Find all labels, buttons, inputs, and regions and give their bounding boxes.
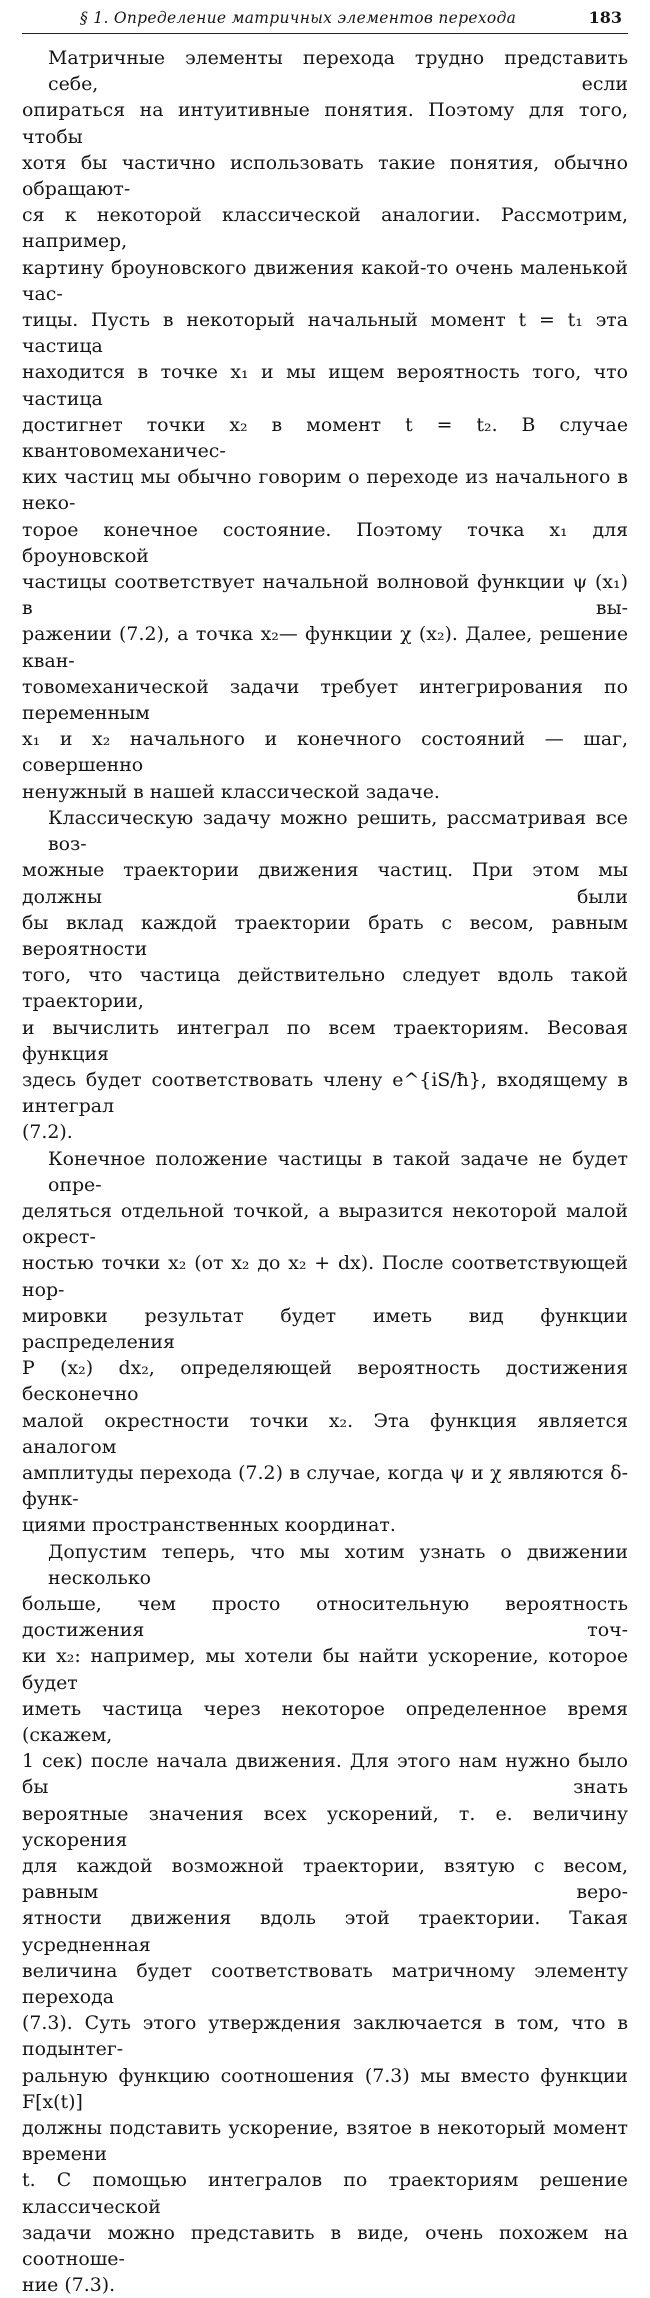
text-line: задачи можно представить в виде, очень похожем на соотноше- — [22, 2221, 628, 2271]
text-line: тицы. Пусть в некоторый начальный момент t = t₁ эта частица — [22, 309, 628, 358]
paragraph-2 — [22, 805, 628, 1146]
text-line: t. С помощью интегралов по траекториям решение классической — [22, 2169, 628, 2218]
text-line: и вычислить интеграл по всем траекториям. Весовая функция — [22, 1016, 628, 1065]
text-line: здесь будет соответствовать члену e^{iS/ħ}, входящему в интеграл — [22, 1068, 628, 1118]
text-line: величина будет соответствовать матричному элементу перехода — [22, 1959, 628, 2009]
text-line: 1 сек) после начала движения. Для этого нам нужно было бы знать — [22, 1750, 628, 1799]
text-line: должны подставить ускорение, взятое в некоторый момент времени — [22, 2117, 628, 2166]
text-line: картину броуновского движения какой-то очень маленькой час- — [22, 256, 628, 305]
text-line: Конечное положение частицы в такой задаче не будет опре- — [48, 1147, 628, 1196]
text-line: ральную функцию соотношения (7.3) мы вместо функции F[x(t)] — [22, 2064, 628, 2113]
text-line: вероятные значения всех ускорений, т. е. величину ускорения — [22, 1802, 628, 1851]
text-line: ких частиц мы обычно говорим о переходе из начального в неко- — [22, 466, 628, 515]
text-line: амплитуды перехода (7.2) в случае, когда ψ и χ являются δ-функ- — [22, 1461, 628, 1511]
paragraph-4 — [22, 1539, 628, 2298]
text-line: для каждой возможной траектории, взятую с весом, равным веро- — [22, 1855, 628, 1904]
text-line: торое конечное состояние. Поэтому точка x₁ для броуновской — [22, 518, 628, 567]
text-line: ражении (7.2), а точка x₂— функции χ (x₂). Далее, решение кван- — [22, 623, 628, 672]
text-line: (7.3). Суть этого утверждения заключается в том, что в подынтег- — [22, 2012, 628, 2061]
text-line: Допустим теперь, что мы хотим узнать о движении несколько — [48, 1540, 628, 1589]
paragraph-3 — [22, 1146, 628, 1539]
text-line: иметь частица через некоторое определенное время (скажем, — [22, 1697, 628, 1746]
running-title: § 1. Определение матричных элементов перехода — [80, 9, 517, 27]
text-line: мировки результат будет иметь вид функции распределения — [22, 1304, 628, 1353]
text-line: товомеханической задачи требует интегрирования по переменным — [22, 675, 628, 725]
text-line: ненужный в нашей классической задаче. — [22, 780, 440, 803]
text-line: Матричные элементы перехода трудно представить себе, если — [48, 47, 628, 96]
text-line: ние (7.3). — [22, 2274, 116, 2297]
text-line: деляться отдельной точкой, а выразится некоторой малой окрест- — [22, 1199, 628, 1249]
text-line: малой окрестности точки x₂. Эта функция является аналогом — [22, 1409, 628, 1458]
text-line: того, что частица действительно следует вдоль такой траектории, — [22, 964, 628, 1013]
text-line: P (x₂) dx₂, определяющей вероятность достижения бесконечно — [22, 1357, 628, 1406]
text-line: достигнет точки x₂ в момент t = t₂. В случае квантовомеханичес- — [22, 413, 628, 463]
text-line: ки x₂: например, мы хотели бы найти ускорение, которое будет — [22, 1645, 628, 1694]
text-line: Классическую задачу можно решить, рассматривая все воз- — [48, 806, 628, 856]
text-line: опираться на интуитивные понятия. Поэтому для того, чтобы — [22, 99, 628, 148]
text-line: больше, чем просто относительную вероятность достижения точ- — [22, 1592, 628, 1642]
text-line: находится в точке x₁ и мы ищем вероятность того, что частица — [22, 361, 628, 410]
text-line: ностью точки x₂ (от x₂ до x₂ + dx). После соответствующей нор- — [22, 1252, 628, 1301]
page-body — [22, 45, 628, 2298]
running-head — [22, 8, 628, 34]
text-line: x₁ и x₂ начального и конечного состояний — шаг, совершенно — [22, 728, 628, 777]
text-line: можные траектории движения частиц. При этом мы должны были — [22, 859, 628, 908]
paragraph-1 — [22, 45, 628, 805]
text-line: ятности движения вдоль этой траектории. Такая усредненная — [22, 1907, 628, 1956]
text-line: бы вклад каждой траектории брать с весом, равным вероятности — [22, 911, 628, 960]
text-line: частицы соответствует начальной волновой функции ψ (x₁) в вы- — [22, 571, 628, 620]
text-line: хотя бы частично использовать такие понятия, обычно обращают- — [22, 151, 628, 201]
text-line: циями пространственных координат. — [22, 1514, 396, 1537]
text-line: ся к некоторой классической аналогии. Рассмотрим, например, — [22, 204, 628, 253]
page-number: 183 — [588, 8, 622, 27]
text-line: (7.2). — [22, 1121, 73, 1144]
